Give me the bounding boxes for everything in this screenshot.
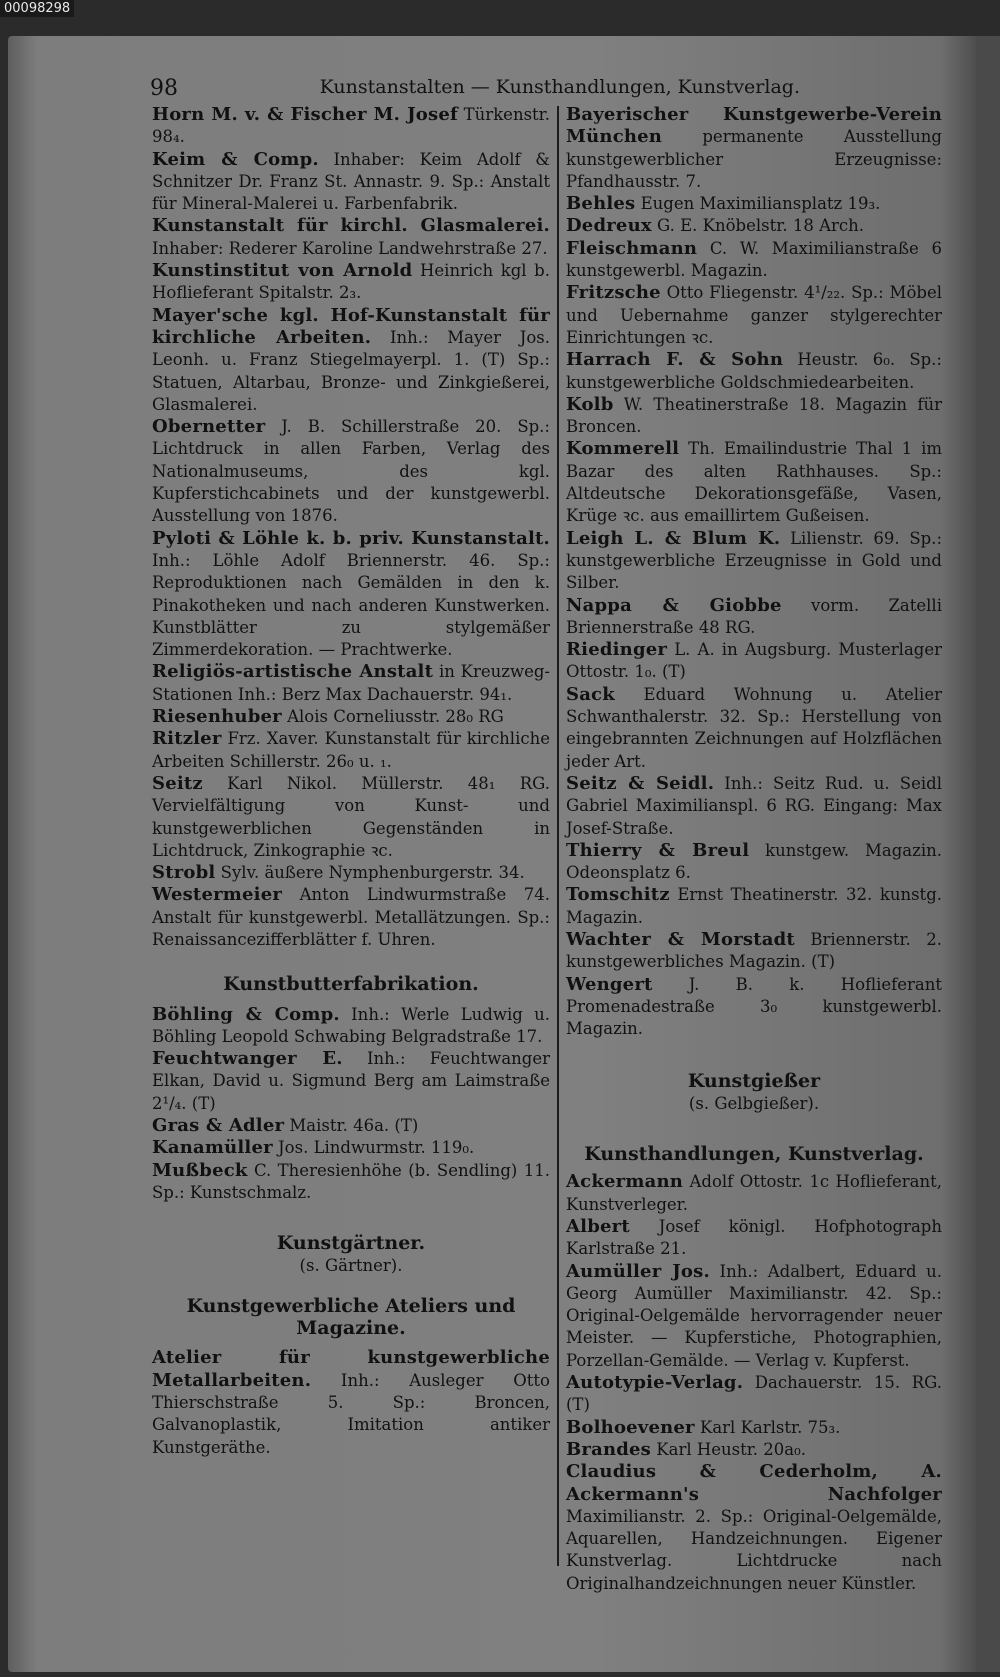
- entry-name: Obernetter: [152, 416, 266, 438]
- entry-name: Seitz: [152, 772, 203, 794]
- directory-entry: [152, 1137, 550, 1159]
- right-column: [566, 104, 942, 1595]
- entry-details: L. A. in Augsburg. Musterlager Ottostr. 1₀. (T): [566, 640, 942, 682]
- directory-entry: [566, 528, 942, 595]
- directory-entry: [152, 773, 550, 862]
- entry-name: Feuchtwanger E.: [152, 1048, 343, 1070]
- directory-entry: [152, 706, 550, 728]
- entry-details: kunstgew. Magazin. Odeonsplatz 6.: [566, 840, 942, 883]
- directory-entry: [566, 974, 942, 1041]
- entry-details: Lilienstr. 69. Sp.: kunstgewerbliche Erzeugnisse in Gold und Silber.: [566, 528, 942, 593]
- column-divider: [557, 106, 559, 1566]
- directory-entry: [566, 884, 942, 929]
- directory-entry: [566, 840, 942, 885]
- section-heading: Kunstgewerbliche Ateliers und Magazine.: [186, 1294, 516, 1340]
- entry-details: in Kreuzweg-Stationen Inh.: Berz Max Dachauerstr. 94₁.: [152, 662, 550, 704]
- entry-details: Heinrich kgl b. Hoflieferant Spitalstr. 2₃.: [152, 261, 550, 303]
- section-heading: Kunstgärtner.: [276, 1232, 426, 1255]
- directory-entry: [566, 1261, 942, 1372]
- directory-entry: [566, 1439, 942, 1461]
- directory-entry: [152, 661, 550, 706]
- entry-details: Eugen Maximiliansplatz 19₃.: [635, 194, 881, 214]
- left-entries-b: [152, 1004, 550, 1205]
- entry-details: Türkenstr. 98₄.: [152, 105, 550, 147]
- entry-name: Thierry & Breul: [566, 839, 750, 861]
- entry-name: Seitz & Seidl.: [566, 772, 715, 794]
- entry-details: Ernst Theatinerstr. 32. kunstg. Magazin.: [566, 885, 942, 927]
- scan-id: 00098298: [0, 0, 74, 17]
- entry-name: Gras & Adler: [152, 1115, 285, 1137]
- entry-details: Karl Heustr. 20a₀.: [651, 1439, 806, 1459]
- directory-entry: [566, 394, 942, 439]
- entry-name: Leigh L. & Blum K.: [566, 527, 781, 549]
- entry-details: Inhaber: Rederer Karoline Landwehrstraße 27.: [152, 238, 548, 258]
- entry-name: Kommerell: [566, 438, 680, 460]
- left-entries-a: [152, 104, 550, 951]
- entry-details: J. B. k. Hoflieferant Promenadestraße 3₀ kunstgewerbl. Magazin.: [566, 974, 942, 1039]
- entry-details: Adolf Ottostr. 1c Hoflieferant, Kunstverleger.: [566, 1172, 942, 1214]
- entry-name: Kunstinstitut von Arnold: [152, 260, 413, 282]
- section-heading: Kunstbutterfabrikation.: [223, 973, 479, 996]
- entry-details: Alois Corneliusstr. 28₀ RG: [281, 707, 504, 727]
- directory-entry: [152, 884, 550, 951]
- directory-entry: [152, 104, 550, 149]
- entry-details: G. E. Knöbelstr. 18 Arch.: [651, 216, 864, 236]
- entry-name: Autotypie-Verlag.: [566, 1372, 744, 1394]
- entry-details: Jos. Lindwurmstr. 119₀.: [272, 1138, 475, 1158]
- directory-entry: [566, 684, 942, 773]
- entry-name: Ritzler: [152, 728, 222, 750]
- entry-name: Nappa & Giobbe: [566, 594, 782, 616]
- section-reference: (s. Gärtner).: [299, 1255, 403, 1275]
- entry-details: C. Theresienhöhe (b. Sendling) 11. Sp.: Kunstschmalz.: [152, 1160, 550, 1202]
- running-title: Kunstanstalten — Kunsthandlungen, Kunstverlag.: [319, 76, 800, 98]
- directory-entry: [566, 282, 942, 349]
- entry-details: Anton Lindwurmstraße 74. Anstalt für kunstgewerbl. Metallätzungen. Sp.: Renaissancezifferblätter f. Uhren.: [152, 885, 550, 949]
- directory-entry: [566, 1417, 942, 1439]
- left-entries-c: [152, 1347, 550, 1458]
- right-entries-b: [566, 1171, 942, 1595]
- entry-name: Claudius & Cederholm, A. Ackermann's Nachfolger: [566, 1461, 942, 1505]
- entry-name: Kolb: [566, 393, 614, 415]
- directory-entry: [566, 773, 942, 840]
- directory-entry: [566, 438, 942, 527]
- entry-details: W. Theatinerstraße 18. Magazin für Broncen.: [566, 394, 942, 437]
- adjacent-page-edge: [976, 36, 1000, 1672]
- entry-details: Briennerstr. 2. kunstgewerbliches Magazin. (T): [566, 929, 942, 972]
- entry-details: Karl Nikol. Müllerstr. 48₁ RG. Vervielfältigung von Kunst- und kunstgewerblichen Gegenständen in Lichtdruck, Zinkographie ꝛc.: [152, 773, 550, 860]
- left-column: [152, 104, 550, 1459]
- entry-name: Keim & Comp.: [152, 148, 319, 170]
- entry-name: Brandes: [566, 1438, 652, 1460]
- directory-entry: [566, 929, 942, 974]
- entry-details: Inh.: Ausleger Otto Thierschstraße 5. Sp.: Broncen, Galvanoplastik, Imitation antiker Kunstgeräthe.: [152, 1370, 550, 1457]
- entry-details: Eduard Wohnung u. Atelier Schwanthalerstr. 32. Sp.: Herstellung von eingebrannten Zeichnungen auf Holzflächen jeder Art.: [566, 684, 942, 771]
- entry-name: Albert: [566, 1215, 630, 1237]
- directory-entry: [566, 238, 942, 283]
- entry-details: vorm. Zatelli Briennerstraße 48 RG.: [566, 595, 942, 637]
- directory-entry: [152, 528, 550, 662]
- entry-details: Karl Karlstr. 75₃.: [694, 1417, 841, 1437]
- entry-details: Inhaber: Keim Adolf & Schnitzer Dr. Franz St. Annastr. 9. Sp.: Anstalt für Mineral-Malerei u. Farbenfabrik.: [152, 149, 550, 214]
- entry-name: Westermeier: [152, 884, 283, 906]
- directory-entry: [152, 149, 550, 216]
- directory-entry: [566, 215, 942, 237]
- entry-details: permanente Ausstellung kunstgewerblicher Erzeugnisse: Pfandhausstr. 7.: [566, 127, 942, 191]
- entry-details: Frz. Xaver. Kunstanstalt für kirchliche Arbeiten Schillerstr. 26₀ u. ₁.: [152, 729, 550, 771]
- entry-details: Maximilianstr. 2. Sp.: Original-Oelgemälde, Aquarellen, Handzeichnungen. Eigener Kunstverlag. Lichtdrucke nach Originalhandzeichnungen neuer Künstler.: [566, 1506, 942, 1593]
- entry-name: Mayer'sche kgl. Hof-Kunstanstalt für kirchliche Arbeiten.: [152, 304, 550, 348]
- entry-name: Böhling & Comp.: [152, 1003, 340, 1025]
- directory-entry: [566, 1171, 942, 1216]
- section-reference: (s. Gelbgießer).: [688, 1093, 820, 1113]
- entry-name: Wengert: [566, 973, 653, 995]
- directory-entry: [152, 260, 550, 305]
- entry-name: Horn M. v. & Fischer M. Josef: [152, 104, 458, 125]
- entry-name: Wachter & Morstadt: [566, 928, 795, 950]
- directory-entry: [152, 305, 550, 416]
- entry-details: Inh.: Seitz Rud. u. Seidl Gabriel Maximilianspl. 6 RG. Eingang: Max Josef-Straße.: [566, 773, 942, 838]
- entry-details: Inh.: Löhle Adolf Briennerstr. 46. Sp.: Reproduktionen nach Gemälden in den k. Pinakotheken und nach anderen Kunstwerken. Kunstblätter zu stylgemäßer Zimmerdekoration. — Prachtwerke.: [152, 550, 550, 660]
- entry-details: C. W. Maximilianstraße 6 kunstgewerbl. Magazin.: [566, 238, 942, 281]
- entry-details: Josef königl. Hofphotograph Karlstraße 21.: [566, 1216, 942, 1259]
- directory-entry: [152, 215, 550, 260]
- entry-details: Th. Emailindustrie Thal 1 im Bazar des alten Rathhauses. Sp.: Altdeutsche Dekorationsgefäße, Vasen, Krüge ꝛc. aus emaillirtem Gußeisen.: [566, 439, 942, 526]
- entry-name: Mußbeck: [152, 1159, 248, 1181]
- entry-details: Inh.: Werle Ludwig u. Böhling Leopold Schwabing Belgradstraße 17.: [152, 1004, 551, 1046]
- entry-details: Inh.: Mayer Jos. Leonh. u. Franz Stiegelmayerpl. 1. (T) Sp.: Statuen, Altarbau, Bronze- und Zinkgießerei, Glasmalerei.: [152, 327, 550, 414]
- entry-details: Heustr. 6₀. Sp.: kunstgewerbliche Goldschmiedearbeiten.: [566, 350, 942, 392]
- directory-entry: [566, 104, 942, 193]
- entry-name: Religiös-artistische Anstalt: [152, 661, 434, 683]
- section-heading: Kunsthandlungen, Kunstverlag.: [584, 1143, 924, 1166]
- entry-name: Harrach F. & Sohn: [566, 349, 784, 371]
- entry-name: Behles: [566, 193, 636, 215]
- entry-name: Fritzsche: [566, 282, 661, 304]
- entry-name: Riedinger: [566, 639, 668, 661]
- entry-name: Tomschitz: [566, 884, 670, 906]
- entry-name: Ackermann: [566, 1171, 684, 1193]
- entry-name: Pyloti & Löhle k. b. priv. Kunstanstalt.: [152, 527, 550, 549]
- entry-name: Riesenhuber: [152, 706, 282, 728]
- entry-name: Bolhoevener: [566, 1416, 695, 1438]
- directory-entry: [566, 1372, 942, 1417]
- directory-entry: [566, 193, 942, 215]
- entry-details: Inh.: Adalbert, Eduard u. Georg Aumüller Maximilianstr. 42. Sp.: Original-Oelgemälde hervorragender neuer Meister. — Kupferstiche, Photographien, Porzellan-Gemälde. — Verlag v. Kupferst.: [566, 1261, 942, 1370]
- entry-name: Dedreux: [566, 215, 652, 237]
- page-number: 98: [150, 76, 178, 101]
- directory-entry: [152, 1004, 550, 1049]
- directory-entry: [152, 1115, 550, 1137]
- entry-details: J. B. Schillerstraße 20. Sp.: Lichtdruck in allen Farben, Verlag des Nationalmuseums, des kgl. Kupferstichcabinets und der kunstgewerbl. Ausstellung von 1876.: [152, 417, 550, 526]
- entry-details: Sylv. äußere Nymphenburgerstr. 34.: [215, 863, 525, 883]
- entry-details: Inh.: Feuchtwanger Elkan, David u. Sigmund Berg am Laimstraße 2¹/₄. (T): [152, 1049, 551, 1113]
- directory-entry: [152, 1160, 550, 1205]
- entry-name: Kunstanstalt für kirchl. Glasmalerei.: [152, 215, 550, 237]
- entry-name: Aumüller Jos.: [566, 1260, 710, 1282]
- directory-entry: [566, 1216, 942, 1261]
- section-heading: Kunstgießer: [687, 1070, 821, 1093]
- entry-name: Strobl: [152, 862, 216, 884]
- directory-entry: [152, 1347, 550, 1458]
- directory-entry: [566, 639, 942, 684]
- entry-name: Sack: [566, 683, 615, 705]
- entry-details: Otto Fliegenstr. 4¹/₂₂. Sp.: Möbel und Uebernahme ganzer stylgerechter Einrichtungen ꝛc.: [566, 283, 942, 347]
- directory-entry: [152, 728, 550, 773]
- page-header: [150, 76, 800, 101]
- entry-details: Maistr. 46a. (T): [284, 1116, 419, 1136]
- directory-entry: [152, 416, 550, 527]
- directory-entry: [566, 1461, 942, 1595]
- entry-name: Atelier für kunstgewerbliche Metallarbeiten.: [152, 1347, 550, 1391]
- directory-entry: [152, 862, 550, 884]
- entry-details: Dachauerstr. 15. RG. (T): [566, 1373, 942, 1415]
- directory-entry: [566, 595, 942, 640]
- directory-entry: [566, 349, 942, 394]
- right-entries-a: [566, 104, 942, 1040]
- entry-name: Kanamüller: [152, 1137, 273, 1159]
- entry-name: Bayerischer Kunstgewerbe-Verein München: [566, 104, 942, 148]
- entry-name: Fleischmann: [566, 237, 698, 259]
- directory-entry: [152, 1048, 550, 1115]
